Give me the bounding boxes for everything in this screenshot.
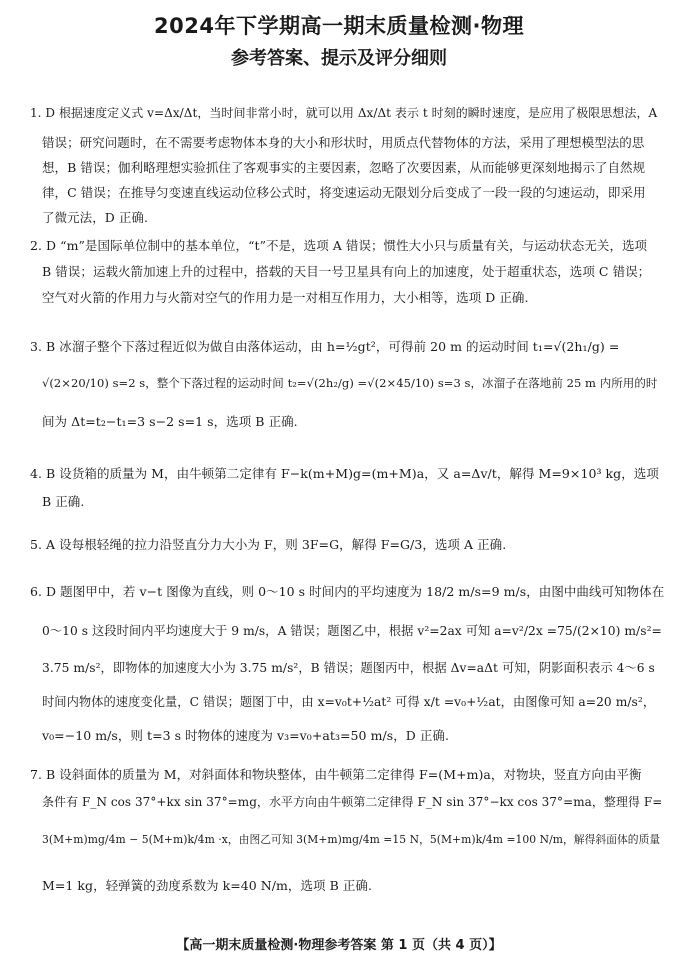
page-subtitle: 参考答案、提示及评分细则 (231, 48, 447, 69)
answer-4-line-2: B 正确. (42, 494, 85, 509)
answer-1-line-3: 想，B 错误；伽利略理想实验抓住了客观事实的主要因素，忽略了次要因素，从而能够更深刻地揭示了自然规 (42, 160, 646, 175)
answer-6-line-4: 时间内物体的速度变化量，C 错误；题图丁中，由 x=v₀t+½at² 可得 x/t =v₀+½at，由图像可知 a=20 m/s²， (42, 695, 656, 709)
answer-2-line-1: 2. D “m”是国际单位制中的基本单位，“t”不是，选项 A 错误；惯性大小只与质量有关，与运动状态无关，选项 (30, 238, 648, 253)
answer-7-line-1: 7. B 设斜面体的质量为 M，对斜面体和物块整体，由牛顿第二定律得 F=(M+m)a，对物块，竖直方向由平衡 (30, 767, 642, 782)
answer-3-line-2: √(2×20/10) s=2 s，整个下落过程的运动时间 t₂=√(2h₂/g) =√(2×45/10) s=3 s，冰溜子在落地前 25 m 内所用的时 (42, 376, 658, 390)
answer-1-line-2: 错误；研究问题时，在不需要考虑物体本身的大小和形状时，用质点代替物体的方法，采用了理想模型法的思 (42, 135, 645, 150)
answer-7-line-4: M=1 kg，轻弹簧的劲度系数为 k=40 N/m，选项 B 正确. (42, 878, 372, 893)
answer-1-line-5: 了微元法，D 正确. (42, 210, 148, 225)
answer-1-line-1: 1. D 根据速度定义式 v=Δx/Δt，当时间非常小时，就可以用 Δx/Δt 表示 t 时刻的瞬时速度，是应用了极限思想法，A (30, 106, 658, 120)
answer-6-line-1: 6. D 题图甲中，若 v−t 图像为直线，则 0～10 s 时间内的平均速度为 18/2 m/s=9 m/s，由图中曲线可知物体在 (30, 584, 665, 599)
answer-2-line-2: B 错误；运载火箭加速上升的过程中，搭载的天目一号卫星具有向上的加速度，处于超重状态，选项 C 错误； (42, 264, 651, 279)
answer-6-line-3: 3.75 m/s²，即物体的加速度大小为 3.75 m/s²，B 错误；题图丙中，根据 Δv=aΔt 可知，阴影面积表示 4～6 s (42, 661, 655, 675)
answer-2-line-3: 空气对火箭的作用力与火箭对空气的作用力是一对相互作用力，大小相等，选项 D 正确. (42, 290, 529, 305)
answer-6-line-5: v₀=−10 m/s，则 t=3 s 时物体的速度为 v₃=v₀+at₃=50 m/s，D 正确. (42, 728, 449, 743)
answer-3-line-1: 3. B 冰溜子整个下落过程近似为做自由落体运动，由 h=½gt²，可得前 20 m 的运动时间 t₁=√(2h₁/g) = (30, 339, 620, 354)
answer-1-line-4: 律，C 错误；在推导匀变速直线运动位移公式时，将变速运动无限划分后变成了一段一段的匀速运动，即采用 (42, 185, 646, 200)
answer-5-line-1: 5. A 设每根轻绳的拉力沿竖直分力大小为 F，则 3F=G，解得 F=G/3，选项 A 正确. (30, 537, 507, 552)
answer-3-line-3: 间为 Δt=t₂−t₁=3 s−2 s=1 s，选项 B 正确. (42, 414, 298, 429)
page-title: 2024年下学期高一期末质量检测·物理 (154, 14, 524, 38)
answer-7-line-3: 3(M+m)mg/4m − 5(M+m)k/4m ·x，由图乙可知 3(M+m)mg/4m =15 N，5(M+m)k/4m =100 N/m，解得斜面体的质量 (42, 833, 661, 846)
page-footer: 【高一期末质量检测·物理参考答案 第 1 页（共 4 页）】 (176, 938, 502, 953)
answer-4-line-1: 4. B 设货箱的质量为 M，由牛顿第二定律有 F−k(m+M)g=(m+M)a，又 a=Δv/t，解得 M=9×10³ kg，选项 (30, 466, 659, 481)
answer-7-line-2: 条件有 F_N cos 37°+kx sin 37°=mg，水平方向由牛顿第二定律得 F_N sin 37°−kx cos 37°=ma，整理得 F= (42, 795, 663, 809)
answer-6-line-2: 0～10 s 这段时间内平均速度大于 9 m/s，A 错误；题图乙中，根据 v²=2ax 可知 a=v²/2x =75/(2×10) m/s²= (42, 624, 662, 638)
